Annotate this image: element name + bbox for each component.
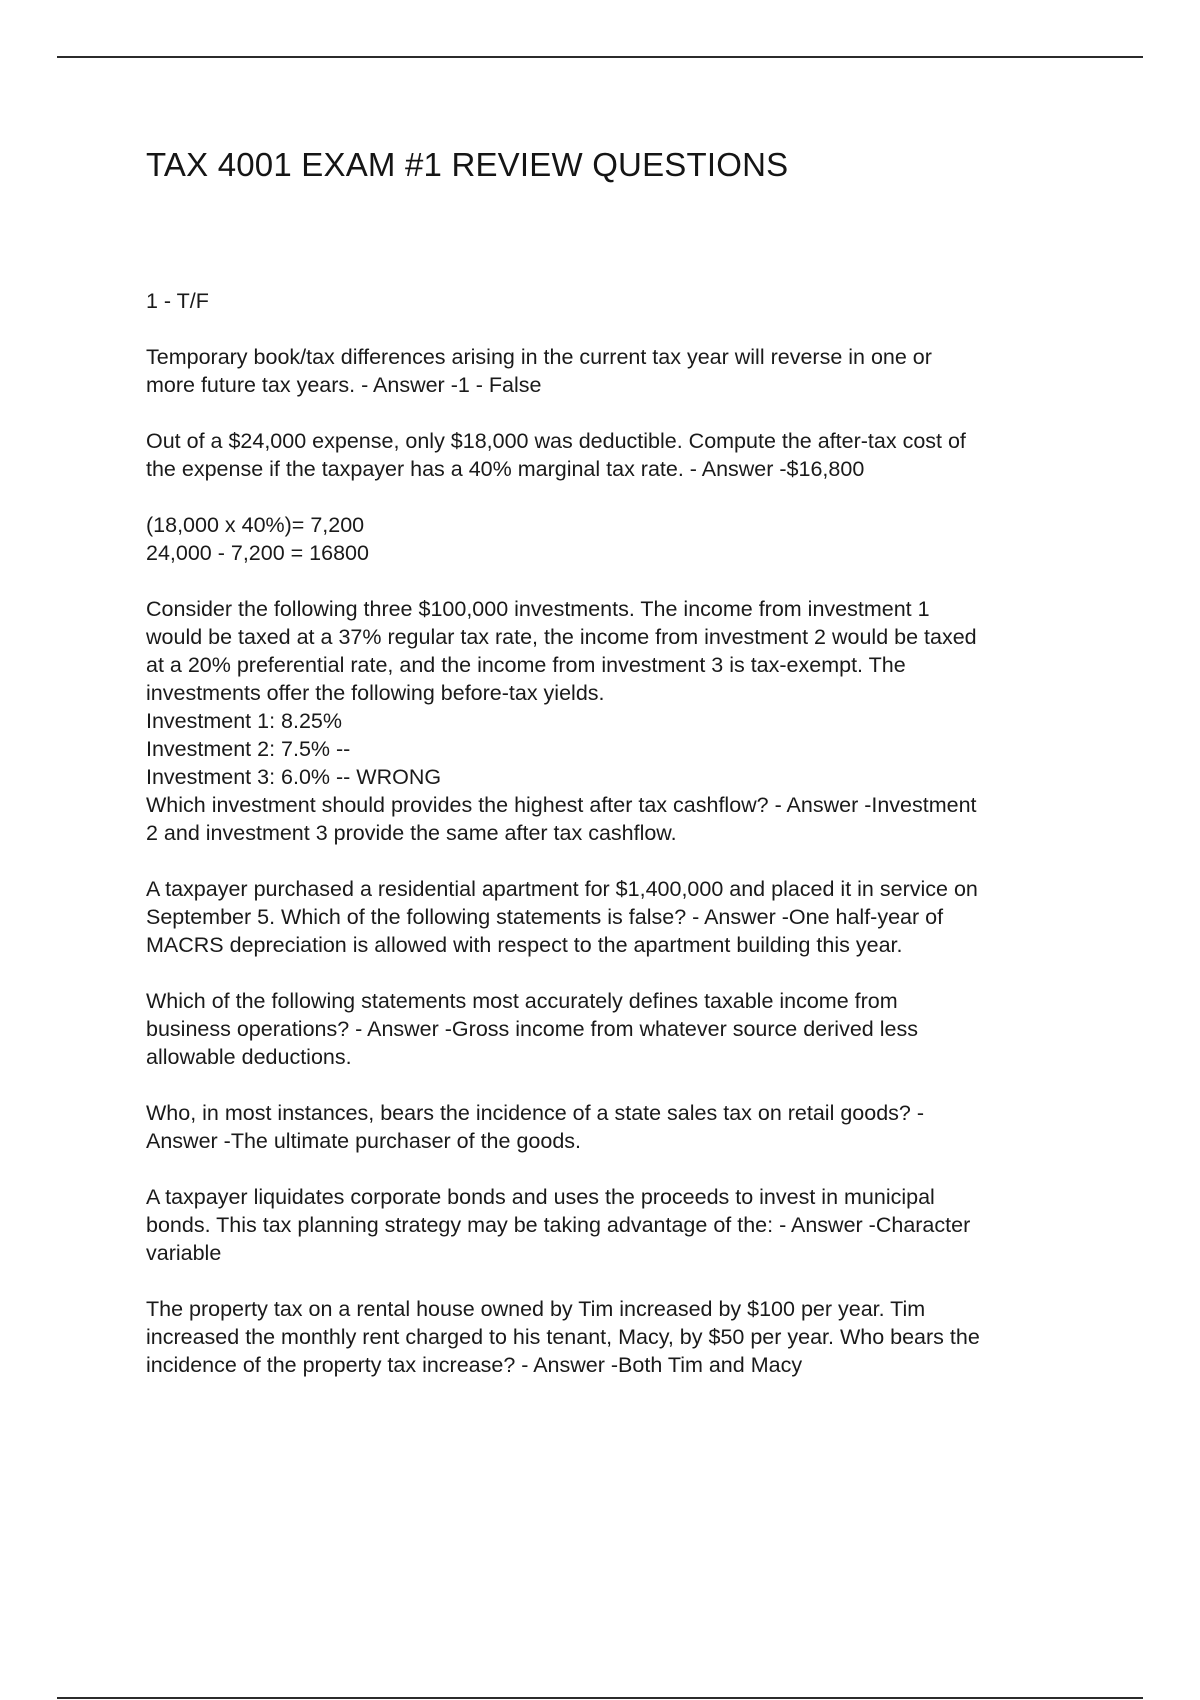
text-line: September 5. Which of the following statements is false? - Answer -One half-year of bbox=[146, 905, 944, 929]
text-line: Investment 3: 6.0% -- WRONG bbox=[146, 765, 442, 789]
text-line: The property tax on a rental house owned by Tim increased by $100 per year. Tim bbox=[146, 1297, 926, 1321]
text-line: Which investment should provides the highest after tax cashflow? - Answer -Investment bbox=[146, 793, 977, 817]
text-line: Who, in most instances, bears the incidence of a state sales tax on retail goods? - bbox=[146, 1101, 924, 1125]
paragraph bbox=[146, 427, 1096, 483]
text-line: Answer -The ultimate purchaser of the goods. bbox=[146, 1129, 581, 1153]
text-line: more future tax years. - Answer -1 - False bbox=[146, 373, 542, 397]
paragraph bbox=[146, 1295, 1096, 1379]
text-line: Consider the following three $100,000 investments. The income from investment 1 bbox=[146, 597, 930, 621]
text-line: 2 and investment 3 provide the same after tax cashflow. bbox=[146, 821, 677, 845]
paragraph bbox=[146, 287, 1096, 315]
bottom-divider bbox=[57, 1697, 1143, 1699]
text-line: Investment 2: 7.5% -- bbox=[146, 737, 351, 761]
text-line: incidence of the property tax increase? - Answer -Both Tim and Macy bbox=[146, 1353, 803, 1377]
text-line: would be taxed at a 37% regular tax rate, the income from investment 2 would be taxed bbox=[146, 625, 977, 649]
text-line: Which of the following statements most accurately defines taxable income from bbox=[146, 989, 898, 1013]
paragraph bbox=[146, 875, 1096, 959]
text-line: A taxpayer purchased a residential apartment for $1,400,000 and placed it in service on bbox=[146, 877, 978, 901]
text-line: A taxpayer liquidates corporate bonds and uses the proceeds to invest in municipal bbox=[146, 1185, 935, 1209]
text-line: increased the monthly rent charged to his tenant, Macy, by $50 per year. Who bears the bbox=[146, 1325, 980, 1349]
text-line: 1 - T/F bbox=[146, 289, 209, 313]
paragraph bbox=[146, 1099, 1096, 1155]
paragraph bbox=[146, 987, 1096, 1071]
paragraph bbox=[146, 595, 1096, 847]
paragraph bbox=[146, 1183, 1096, 1267]
text-line: the expense if the taxpayer has a 40% marginal tax rate. - Answer -$16,800 bbox=[146, 457, 865, 481]
document-title: TAX 4001 EXAM #1 REVIEW QUESTIONS bbox=[146, 146, 789, 183]
paragraph bbox=[146, 511, 1096, 567]
text-line: Investment 1: 8.25% bbox=[146, 709, 342, 733]
text-line: bonds. This tax planning strategy may be taking advantage of the: - Answer -Character bbox=[146, 1213, 971, 1237]
text-line: (18,000 x 40%)= 7,200 bbox=[146, 513, 365, 537]
text-line: at a 20% preferential rate, and the income from investment 3 is tax-exempt. The bbox=[146, 653, 906, 677]
text-line: Temporary book/tax differences arising in the current tax year will reverse in one or bbox=[146, 345, 932, 369]
text-line: investments offer the following before-tax yields. bbox=[146, 681, 605, 705]
document-body bbox=[146, 287, 1096, 1407]
text-line: Out of a $24,000 expense, only $18,000 was deductible. Compute the after-tax cost of bbox=[146, 429, 966, 453]
text-line: MACRS depreciation is allowed with respect to the apartment building this year. bbox=[146, 933, 903, 957]
top-divider bbox=[57, 56, 1143, 58]
text-line: 24,000 - 7,200 = 16800 bbox=[146, 541, 369, 565]
paragraph bbox=[146, 343, 1096, 399]
text-line: allowable deductions. bbox=[146, 1045, 352, 1069]
text-line: variable bbox=[146, 1241, 222, 1265]
text-line: business operations? - Answer -Gross income from whatever source derived less bbox=[146, 1017, 918, 1041]
